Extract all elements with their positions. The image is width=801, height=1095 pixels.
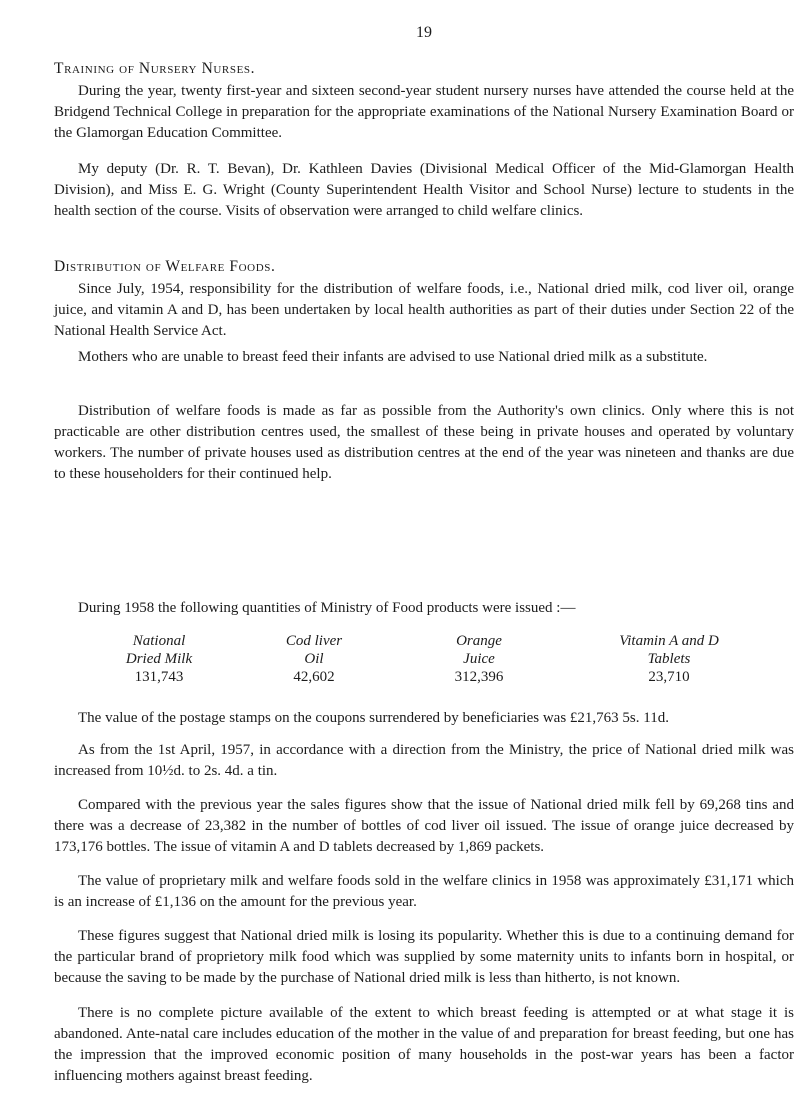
table-column-cod-liver-oil (239, 632, 389, 686)
paragraph: There is no complete picture available of the extent to which breast feeding is attempted or at what stage it is abandoned. Ante-natal care includes education of the mother in the value of and preparation for breast feeding, but one has the impression that the improved economic position of many households in the post-war years has been a factor influencing mothers against breast feeding. (54, 1005, 794, 1084)
paragraph: Distribution of welfare foods is made as far as possible from the Authority's own clinics. Only where this is not practicable are other distribution centres used, the smallest of these being in private houses and operated by voluntary workers. The number of private houses used as distribution centres at the end of the year was nineteen and thanks are due to these householders for their continued help. (54, 403, 794, 482)
column-header: Vitamin A and D (619, 633, 719, 649)
paragraph: As from the 1st April, 1957, in accordance with a direction from the Ministry, the price of National dried milk was increased from 10½d. to 2s. 4d. a tin. (54, 742, 794, 779)
paragraph: My deputy (Dr. R. T. Bevan), Dr. Kathleen Davies (Divisional Medical Officer of the Mid-Glamorgan Health Division), and Miss E. G. Wright (County Superintendent Health Visitor and School Nurse) lecture to students in the health section of the course. Visits of observation were arranged to child welfare clinics. (54, 161, 794, 219)
paragraph: Mothers who are unable to breast feed their infants are advised to use National dried milk as a substitute. (78, 349, 708, 365)
column-header: Juice (463, 651, 495, 667)
table-column-dried-milk (84, 632, 234, 686)
column-header: Tablets (647, 651, 691, 667)
column-header: Oil (304, 651, 324, 667)
section-heading-training: Training of Nursery Nurses. (54, 60, 256, 77)
column-header: National (132, 633, 186, 649)
paragraph: These figures suggest that National dried milk is losing its popularity. Whether this is due to a continuing demand for the particular brand of proprietory milk food which was supplied by some maternity units to infants born in hospital, or because the saving to be made by the purchase of National dried milk is less than hitherto, is not known. (54, 928, 794, 986)
welfare-foods-table (54, 632, 794, 698)
paragraph: Since July, 1954, responsibility for the distribution of welfare foods, i.e., National dried milk, cod liver oil, orange juice, and vitamin A and D, has been undertaken by local health authorities as part of their duties under Section 22 of the National Health Service Act. (54, 281, 794, 339)
table-column-vitamin-tablets (574, 632, 764, 686)
paragraph: The value of proprietary milk and welfare foods sold in the welfare clinics in 1958 was approximately £31,171 which is an increase of £1,136 on the amount for the previous year. (54, 873, 794, 910)
table-cell: 131,743 (134, 669, 184, 685)
table-column-orange-juice (404, 632, 554, 686)
column-header: Dried Milk (125, 651, 193, 667)
section-heading-distribution: Distribution of Welfare Foods. (54, 258, 276, 275)
column-header: Orange (456, 633, 502, 649)
paragraph: During the year, twenty first-year and sixteen second-year student nursery nurses have attended the course held at the Bridgend Technical College in preparation for the appropriate examinations of the National Nursery Examination Board or the Glamorgan Education Committee. (54, 83, 794, 141)
table-cell: 23,710 (648, 669, 690, 685)
column-header: Cod liver (285, 633, 343, 649)
paragraph: During 1958 the following quantities of Ministry of Food products were issued :— (78, 600, 576, 616)
table-cell: 312,396 (454, 669, 504, 685)
paragraph: The value of the postage stamps on the coupons surrendered by beneficiaries was £21,763 5s. 11d. (78, 710, 669, 726)
paragraph: Compared with the previous year the sales figures show that the issue of National dried milk fell by 69,268 tins and there was a decrease of 23,382 in the number of bottles of cod liver oil issued. The issue of orange juice decreased by 173,176 bottles. The issue of vitamin A and D tablets decreased by 1,869 packets. (54, 797, 794, 855)
page-number: 19 (416, 24, 432, 41)
table-cell: 42,602 (293, 669, 335, 685)
